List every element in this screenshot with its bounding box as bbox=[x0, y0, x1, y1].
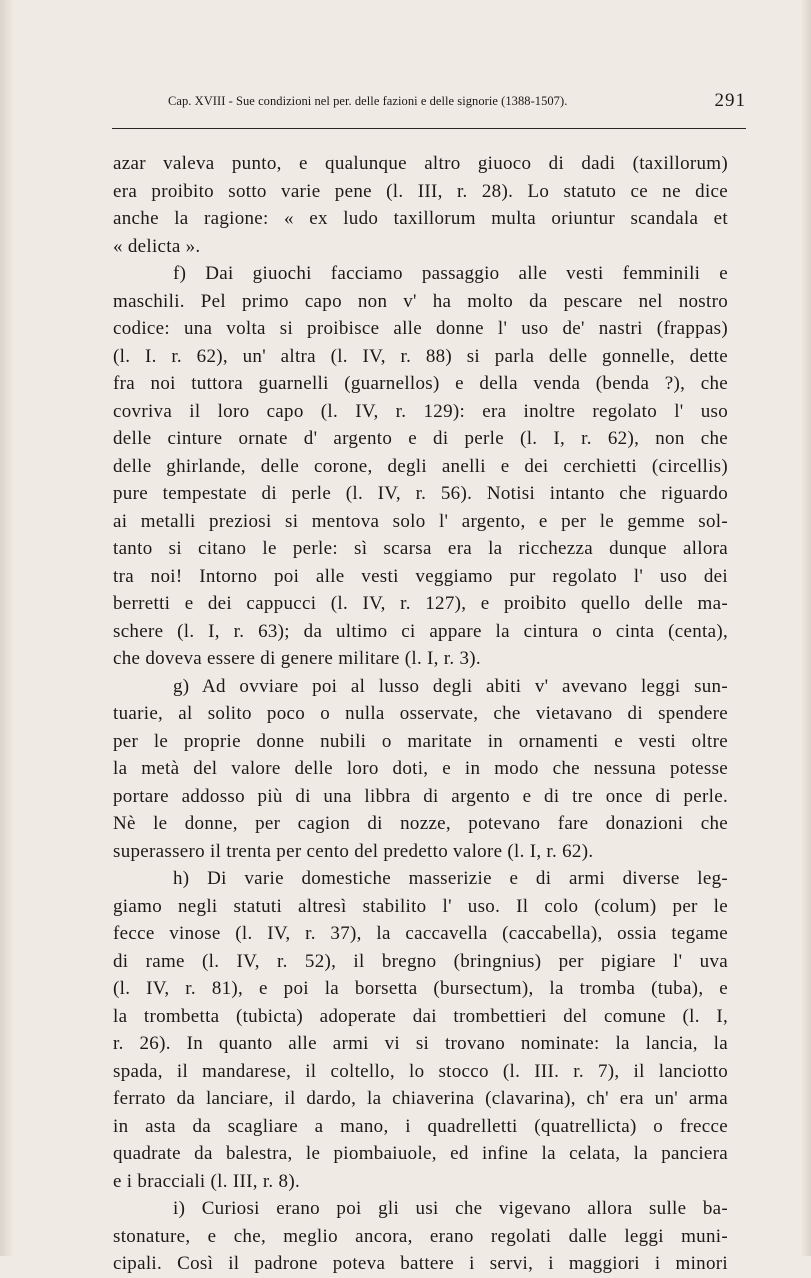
text-line: portare addosso più di una libbra di argento e di tre once di perle. bbox=[113, 785, 728, 807]
text-line: delle ghirlande, delle corone, degli anelli e dei cerchietti (circellis) bbox=[113, 455, 728, 477]
page-edge-left bbox=[0, 0, 14, 1256]
text-line: (l. I. r. 62), un' altra (l. IV, r. 88) si parla delle gonnelle, dette bbox=[113, 345, 728, 367]
text-line: di rame (l. IV, r. 52), il bregno (bringnius) per pigiare l' uva bbox=[113, 950, 728, 972]
text-line: maschili. Pel primo capo non v' ha molto da pescare nel nostro bbox=[113, 290, 728, 312]
text-line: ai metalli preziosi si mentova solo l' argento, e per le gemme sol- bbox=[113, 510, 728, 532]
text-line: ferrato da lanciare, il dardo, la chiaverina (clavarina), ch' era un' arma bbox=[113, 1088, 728, 1109]
header-rule bbox=[112, 128, 746, 129]
text-line: Nè le donne, per cagion di nozze, potevano fare donazioni che bbox=[113, 813, 728, 834]
text-line: in asta da scagliare a mano, i quadrelletti (quatrellicta) o frecce bbox=[113, 1115, 728, 1137]
text-line: i) Curiosi erano poi gli usi che vigevano allora sulle ba- bbox=[173, 1198, 728, 1219]
text-line: r. 26). In quanto alle armi vi si trovano nominate: la lancia, la bbox=[113, 1033, 728, 1054]
text-line: « delicta ». bbox=[113, 235, 201, 257]
text-line: tanto si citano le perle: sì scarsa era la ricchezza dunque allora bbox=[113, 538, 728, 559]
text-line: fra noi tuttora guarnelli (guarnellos) e della venda (benda ?), che bbox=[113, 373, 728, 394]
text-line: delle cinture ornate d' argento e di perle (l. I, r. 62), non che bbox=[113, 428, 728, 449]
text-line: tra noi! Intorno poi alle vesti veggiamo pur regolato l' uso dei bbox=[113, 565, 728, 587]
text-line: anche la ragione: « ex ludo taxillorum multa oriuntur scandala et bbox=[113, 208, 728, 229]
text-line: codice: una volta si proibisce alle donne l' uso de' nastri (frappas) bbox=[113, 318, 728, 339]
text-line: stonature, e che, meglio ancora, erano regolati dalle leggi muni- bbox=[113, 1225, 728, 1247]
text-line: tuarie, al solito poco o nulla osservate, che vietavano di spendere bbox=[113, 703, 728, 724]
page-edge-right bbox=[801, 0, 811, 1256]
text-line: (l. IV, r. 81), e poi la borsetta (bursectum), la tromba (tuba), e bbox=[113, 978, 728, 999]
body-text bbox=[113, 150, 728, 1278]
running-head: Cap. XVIII - Sue condizioni nel per. delle fazioni e delle signorie (1388-1507). bbox=[168, 94, 568, 108]
text-line: la trombetta (tubicta) adoperate dai trombettieri del comune (l. I, bbox=[113, 1005, 728, 1027]
text-line: per le proprie donne nubili o maritate in ornamenti e vesti oltre bbox=[113, 730, 728, 752]
text-line: schere (l. I, r. 63); da ultimo ci appare la cintura o cinta (centa), bbox=[113, 620, 728, 642]
page-header bbox=[168, 92, 746, 116]
text-line: fecce vinose (l. IV, r. 37), la caccavella (caccabella), ossia tegame bbox=[113, 923, 728, 944]
text-line: berretti e dei cappucci (l. IV, r. 127), e proibito quello delle ma- bbox=[113, 593, 728, 614]
text-line: pure tempestate di perle (l. IV, r. 56). Notisi intanto che riguardo bbox=[113, 483, 728, 504]
text-line: azar valeva punto, e qualunque altro giuoco di dadi (taxillorum) bbox=[113, 153, 728, 174]
text-line: f) Dai giuochi facciamo passaggio alle vesti femminili e bbox=[173, 263, 728, 284]
text-line: la metà del valore delle loro doti, e in modo che nessuna potesse bbox=[113, 758, 728, 779]
page-number: 291 bbox=[714, 90, 746, 111]
text-line: cipali. Così il padrone poteva battere i servi, i maggiori i minori bbox=[113, 1253, 728, 1274]
text-line: covriva il loro capo (l. IV, r. 129): era inoltre regolato l' uso bbox=[113, 400, 728, 422]
text-line: che doveva essere di genere militare (l. I, r. 3). bbox=[113, 648, 481, 669]
text-line: superassero il trenta per cento del predetto valore (l. I, r. 62). bbox=[113, 840, 594, 862]
text-line: e i bracciali (l. III, r. 8). bbox=[113, 1170, 301, 1192]
text-line: g) Ad ovviare poi al lusso degli abiti v' avevano leggi sun- bbox=[173, 675, 728, 697]
text-line: era proibito sotto varie pene (l. III, r. 28). Lo statuto ce ne dice bbox=[113, 180, 728, 202]
text-line: spada, il mandarese, il coltello, lo stocco (l. III. r. 7), il lanciotto bbox=[113, 1060, 728, 1082]
text-line: quadrate da balestra, le piombaiuole, ed infine la celata, la panciera bbox=[113, 1143, 728, 1164]
text-line: giamo negli statuti altresì stabilito l' uso. Il colo (colum) per le bbox=[113, 895, 728, 917]
text-line: h) Di varie domestiche masserizie e di armi diverse leg- bbox=[173, 868, 728, 889]
